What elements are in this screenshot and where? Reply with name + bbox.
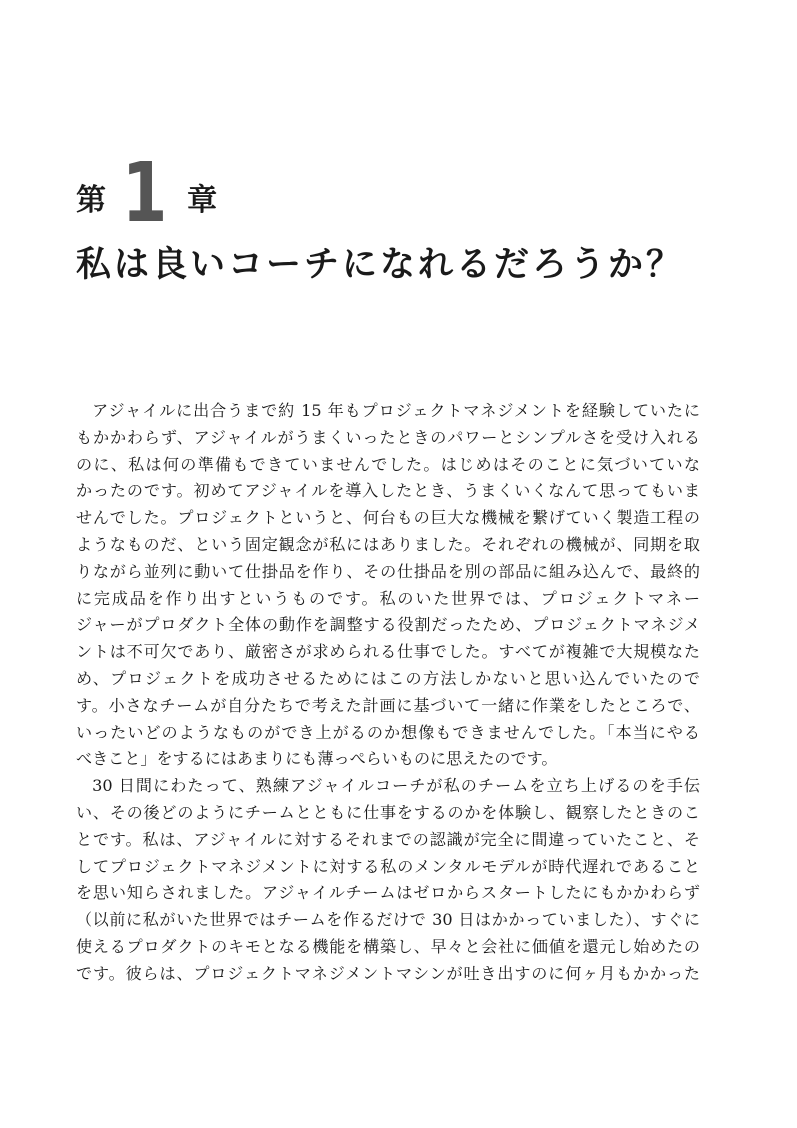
text-line: 30 日間にわたって、熟練アジャイルコーチが私のチームを立ち上げるのを手伝 xyxy=(92,776,700,796)
chapter-suffix: 章 xyxy=(187,183,218,218)
text-line: アジャイルに出合うまで約 15 年もプロジェクトマネジメントを経験していたに xyxy=(92,401,700,420)
text-line: を思い知らされました。アジャイルチームはゼロからスタートしたにもかかわらず xyxy=(76,883,700,903)
chapter-number: 1 xyxy=(121,146,168,241)
text-line: ようなものだ、という固定観念が私にはありました。それぞれの機械が、同期を取 xyxy=(76,534,700,554)
text-line: い、その後どのようにチームとともに仕事をするのかを体験し、観察したときのこ xyxy=(76,802,700,822)
text-line: してプロジェクトマネジメントに対する私のメンタルモデルが時代遅れであること xyxy=(76,856,700,876)
text-line: いったいどのようなものができ上がるのか想像もできませんでした。「本当にやる xyxy=(76,722,700,742)
body-text xyxy=(76,398,700,988)
text-line: せんでした。プロジェクトというと、何台もの巨大な機械を繋げていく製造工程の xyxy=(76,508,700,528)
chapter-prefix: 第 xyxy=(76,183,106,218)
text-line: に完成品を作り出すというものです。私のいた世界では、プロジェクトマネー xyxy=(76,588,700,608)
text-line: とです。私は、アジャイルに対するそれまでの認識が完全に間違っていたこと、そ xyxy=(76,829,700,849)
paragraph-1 xyxy=(76,398,700,773)
text-line: す。小さなチームが自分たちで考えた計画に基づいて一緒に作業をしたところで、 xyxy=(76,695,700,715)
text-line: 使えるプロダクトのキモとなる機能を構築し、早々と会社に価値を還元し始めたの xyxy=(76,936,700,956)
text-line: りながら並列に動いて仕掛品を作り、その仕掛品を別の部品に組み込んで、最終的 xyxy=(76,561,700,581)
text-line: かったのです。初めてアジャイルを導入したとき、うまくいくなんて思ってもいま xyxy=(76,481,700,501)
text-line: ントは不可欠であり、厳密さが求められる仕事でした。すべてが複雑で大規模なた xyxy=(76,642,700,662)
text-line: ジャーがプロダクト全体の動作を調整する役割だったため、プロジェクトマネジメ xyxy=(76,615,700,635)
text-line: （以前に私がいた世界ではチームを作るだけで 30 日はかかっていました）、すぐに xyxy=(76,910,700,930)
paragraph-2 xyxy=(76,773,700,987)
chapter-heading xyxy=(76,146,218,241)
text-line: です。彼らは、プロジェクトマネジメントマシンが吐き出すのに何ヶ月もかかった xyxy=(76,963,700,983)
text-line: べきこと」をするにはあまりにも薄っぺらいものに思えたのです。 xyxy=(76,749,558,769)
chapter-title: 私は良いコーチになれるだろうか？ xyxy=(76,245,685,285)
text-line: のに、私は何の準備もできていませんでした。はじめはそのことに気づいていな xyxy=(76,454,700,474)
text-line: もかかわらず、アジャイルがうまくいったときのパワーとシンプルさを受け入れる xyxy=(76,427,700,447)
text-line: め、プロジェクトを成功させるためにはこの方法しかないと思い込んでいたので xyxy=(76,668,700,688)
